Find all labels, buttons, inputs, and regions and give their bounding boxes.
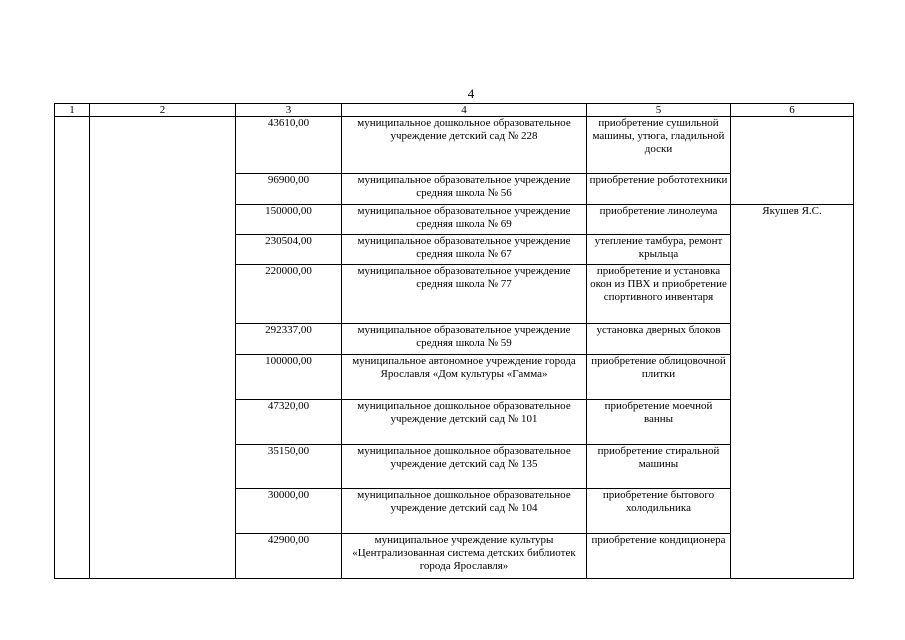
organization-cell: муниципальное образовательное учреждение средняя школа № 67 [342, 235, 587, 265]
organization-cell: муниципальное дошкольное образовательное учреждение детский сад № 135 [342, 445, 587, 489]
header-col-1: 1 [55, 104, 90, 117]
amount-cell: 292337,00 [236, 324, 342, 355]
responsible-empty-cell [731, 117, 854, 205]
amount-cell: 35150,00 [236, 445, 342, 489]
purpose-cell: приобретение бытового холодильника [587, 489, 731, 534]
purpose-cell: утепление тамбура, ремонт крыльца [587, 235, 731, 265]
amount-cell: 96900,00 [236, 174, 342, 205]
responsible-cell: Якушев Я.С. [731, 205, 854, 579]
purpose-cell: приобретение стиральной машины [587, 445, 731, 489]
header-col-4: 4 [342, 104, 587, 117]
purpose-cell: приобретение и установка окон из ПВХ и приобретение спортивного инвентаря [587, 265, 731, 324]
header-col-6: 6 [731, 104, 854, 117]
organization-cell: муниципальное учреждение культуры «Централизованная система детских библиотек города Ярославля» [342, 534, 587, 579]
col1-cell [55, 117, 90, 579]
amount-cell: 220000,00 [236, 265, 342, 324]
amount-cell: 42900,00 [236, 534, 342, 579]
amount-cell: 47320,00 [236, 400, 342, 445]
purpose-cell: приобретение моечной ванны [587, 400, 731, 445]
organization-cell: муниципальное дошкольное образовательное учреждение детский сад № 228 [342, 117, 587, 174]
organization-cell: муниципальное образовательное учреждение средняя школа № 69 [342, 205, 587, 235]
amount-cell: 150000,00 [236, 205, 342, 235]
purpose-cell: приобретение робототехники [587, 174, 731, 205]
organization-cell: муниципальное образовательное учреждение средняя школа № 59 [342, 324, 587, 355]
header-col-2: 2 [90, 104, 236, 117]
amount-cell: 100000,00 [236, 355, 342, 400]
amount-cell: 43610,00 [236, 117, 342, 174]
col2-cell [90, 117, 236, 579]
organization-cell: муниципальное дошкольное образовательное учреждение детский сад № 101 [342, 400, 587, 445]
organization-cell: муниципальное образовательное учреждение средняя школа № 56 [342, 174, 587, 205]
purpose-cell: приобретение кондиционера [587, 534, 731, 579]
table-row [55, 117, 854, 174]
purpose-cell: приобретение сушильной машины, утюга, гладильной доски [587, 117, 731, 174]
amount-cell: 30000,00 [236, 489, 342, 534]
purpose-cell: установка дверных блоков [587, 324, 731, 355]
purpose-cell: приобретение облицовочной плитки [587, 355, 731, 400]
organization-cell: муниципальное образовательное учреждение средняя школа № 77 [342, 265, 587, 324]
page-number: 4 [467, 86, 475, 101]
table-header-row [55, 104, 854, 117]
organization-cell: муниципальное дошкольное образовательное учреждение детский сад № 104 [342, 489, 587, 534]
amount-cell: 230504,00 [236, 235, 342, 265]
header-col-5: 5 [587, 104, 731, 117]
purpose-cell: приобретение линолеума [587, 205, 731, 235]
organization-cell: муниципальное автономное учреждение города Ярославля «Дом культуры «Гамма» [342, 355, 587, 400]
allocation-table [54, 103, 854, 579]
header-col-3: 3 [236, 104, 342, 117]
